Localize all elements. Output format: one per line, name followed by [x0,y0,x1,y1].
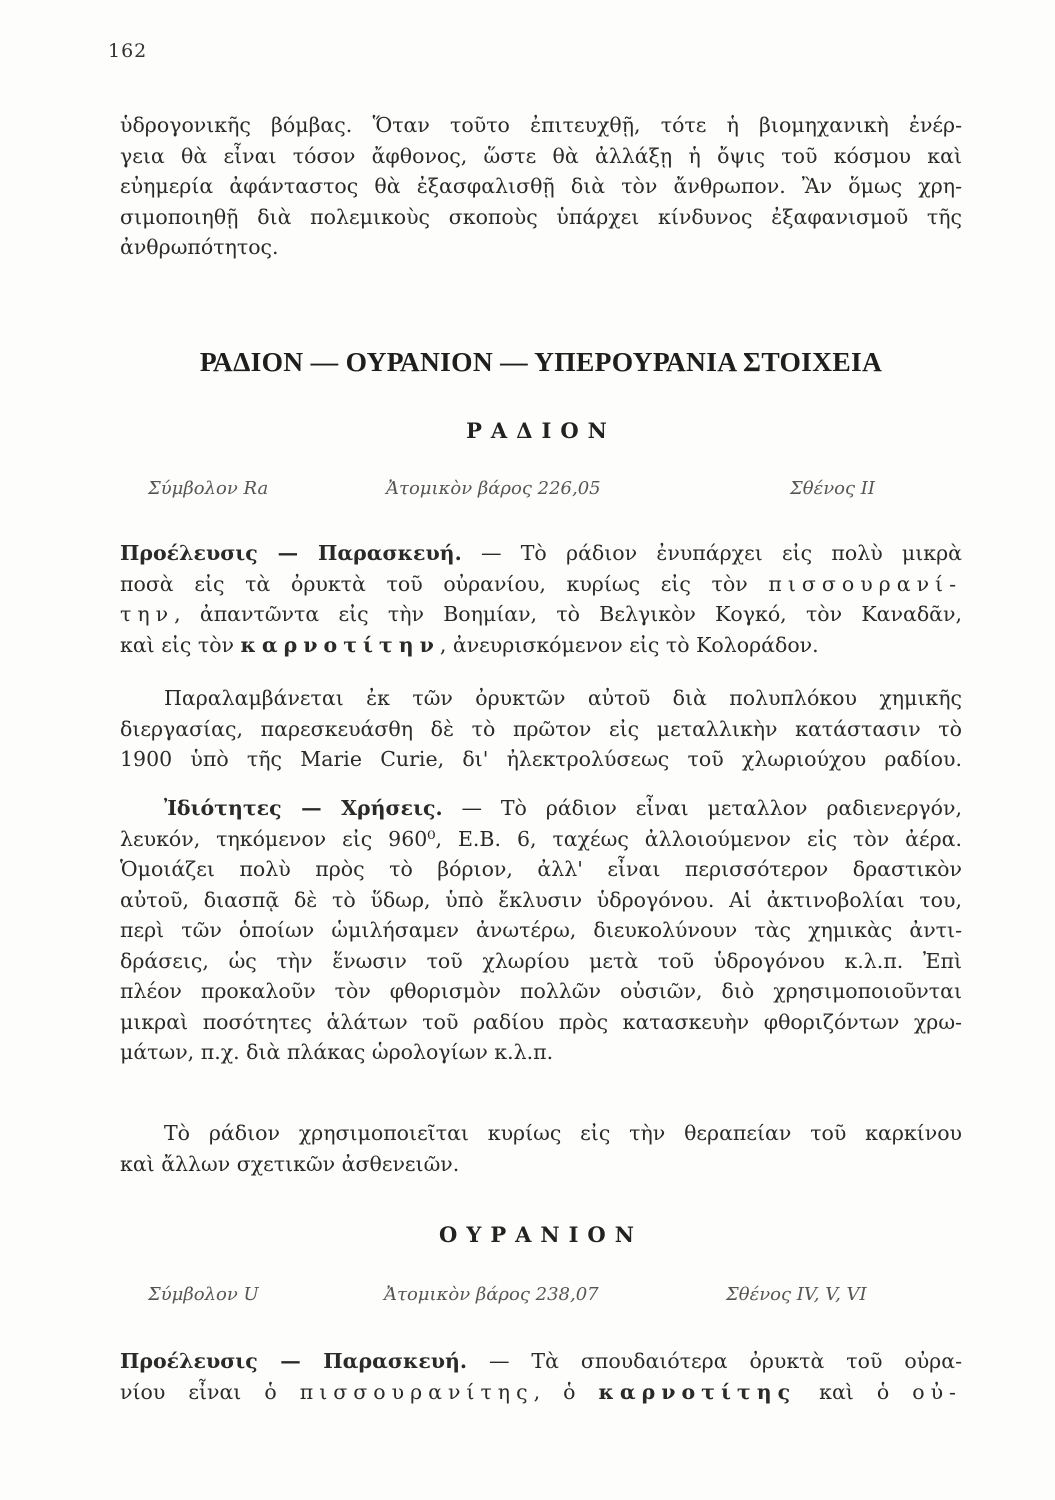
radium-origin-paragraph [120,538,962,660]
paragraph-line: εὐημερία ἀφάνταστος θὰ ἐξασφαλισθῇ διὰ τὸν ἄνθρωπον. Ἂν ὅμως χρη- [120,174,962,198]
uranium-atomic-weight: Ἀτομικὸν βάρος 238,07 [384,1284,599,1305]
paragraph-line: Ὁμοιάζει πολὺ πρὸς τὸ βόριον, ἀλλ' εἶναι περισσότερον δραστικὸν [120,857,962,881]
mineral-name: πισσουρανί- [768,571,962,596]
paragraph-line: την, ἀπαντῶντα εἰς τὴν Βοημίαν, τὸ Βελγικὸν Κογκό, τὸν Καναδᾶν, [120,602,962,626]
paragraph-line: νίου εἶναι ὁ πισσουρανίτης, ὁ καρνοτίτης καὶ ὁ οὐ- [120,1379,962,1404]
paragraph-line: περὶ τῶν ὁποίων ὡμιλήσαμεν ἀνωτέρω, διευκολύνουν τὰς χημικὰς ἀντι- [120,918,962,942]
paragraph-line: σιμοποιηθῇ διὰ πολεμικοὺς σκοποὺς ὑπάρχει κίνδυνος ἐξαφανισμοῦ τῆς [120,204,962,229]
paragraph-line: δράσεις, ὡς τὴν ἕνωσιν τοῦ χλωρίου μετὰ τοῦ ὑδρογόνου κ.λ.π. Ἐπὶ [120,948,962,973]
paragraph-line: ποσὰ εἰς τὰ ὀρυκτὰ τοῦ οὐρανίου, κυρίως εἰς τὸν πισσουρανί- [120,571,962,596]
uranium-origin-paragraph [120,1346,962,1407]
mineral-name: καρνοτίτης [598,1379,797,1404]
section-label: Προέλευσις — Παρασκευή. [120,541,462,565]
page-number: 162 [108,40,148,62]
paragraph-line: πλέον προκαλοῦν τὸν φθορισμὸν πολλῶν οὐσιῶν, διὸ χρησιμοποιοῦνται [120,979,962,1003]
mineral-name: οὐ- [912,1379,962,1404]
paragraph-line: μικραὶ ποσότητες ἁλάτων τοῦ ραδίου πρὸς κατασκευὴν φθοριζόντων χρω- [120,1009,962,1034]
paragraph-line: μάτων, π.χ. διὰ πλάκας ὡρολογίων κ.λ.π. [120,1040,554,1064]
radium-properties-paragraph [120,793,962,1068]
radium-valence: Σθένος II [790,478,876,499]
paragraph-line: 1900 ὑπὸ τῆς Marie Curie, δι' ἠλεκτρολύσεως τοῦ χλωριούχου ραδίου. [120,747,962,771]
chapter-title: ΡΑΔΙΟΝ — ΟΥΡΑΝΙΟΝ — ΥΠΕΡΟΥΡΑΝΙΑ ΣΤΟΙΧΕΙΑ [199,346,883,377]
radium-preparation-paragraph [120,683,962,775]
uranium-valence: Σθένος IV, V, VI [726,1284,867,1305]
radium-heading: ΡΑΔΙΟΝ [466,418,616,443]
paragraph-line: Ἰδιότητες — Χρήσεις. — Τὸ ράδιον εἶναι μεταλλον ραδιενεργόν, [164,796,962,820]
paragraph-line: Προέλευσις — Παρασκευή. — Τὰ σπουδαιότερα ὀρυκτὰ τοῦ οὐρα- [120,1349,962,1373]
radium-data-row [148,478,968,508]
radium-atomic-weight: Ἀτομικὸν βάρος 226,05 [386,478,601,499]
mineral-name: πισσουρανίτης [299,1379,534,1404]
section-label: Ἰδιότητες — Χρήσεις. [164,796,443,820]
section-label: Προέλευσις — Παρασκευή. [120,1349,468,1373]
radium-symbol: Σύμβολον Ra [148,478,269,499]
paragraph-line: Παραλαμβάνεται ἐκ τῶν ὀρυκτῶν αὐτοῦ διὰ πολυπλόκου χημικῆς [164,686,962,710]
paragraph-line: λευκόν, τηκόμενον εἰς 960⁰, Ε.Β. 6, ταχέως ἀλλοιούμενον εἰς τὸν ἀέρα. [120,826,962,851]
paragraph-line: Τὸ ράδιον χρησιμοποιεῖται κυρίως εἰς τὴν θεραπείαν τοῦ καρκίνου [164,1121,962,1145]
paragraph-line: ἀνθρωπότητος. [120,235,279,259]
radium-therapy-paragraph [120,1118,962,1179]
paragraph-line: γεια θὰ εἶναι τόσον ἄφθονος, ὥστε θὰ ἀλλάξῃ ἡ ὄψις τοῦ κόσμου καὶ [120,143,962,168]
paragraph-line: καὶ εἰς τὸν καρνοτίτην, ἀνευρισκόμενον εἰς τὸ Κολοράδον. [120,632,819,657]
uranium-data-row [148,1284,968,1314]
uranium-heading: ΟΥΡΑΝΙΟΝ [439,1222,643,1247]
intro-paragraph [120,110,962,263]
uranium-symbol: Σύμβολον U [148,1284,259,1305]
paragraph-line: ὑδρογονικῆς βόμβας. Ὅταν τοῦτο ἐπιτευχθῇ, τότε ἡ βιομηχανικὴ ἐνέρ- [120,113,962,137]
mineral-name: καρνοτίτην [240,632,440,657]
paragraph-line: αὐτοῦ, διασπᾷ δὲ τὸ ὕδωρ, ὑπὸ ἔκλυσιν ὑδρογόνου. Αἱ ἀκτινοβολίαι του, [120,887,962,912]
mineral-name: την [120,602,175,626]
paragraph-line: καὶ ἄλλων σχετικῶν ἀσθενειῶν. [120,1151,460,1176]
paragraph-line: Προέλευσις — Παρασκευή. — Τὸ ράδιον ἐνυπάρχει εἰς πολὺ μικρὰ [120,541,962,565]
paragraph-line: διεργασίας, παρεσκευάσθη δὲ τὸ πρῶτον εἰς μεταλλικὴν κατάστασιν τὸ [120,716,962,741]
